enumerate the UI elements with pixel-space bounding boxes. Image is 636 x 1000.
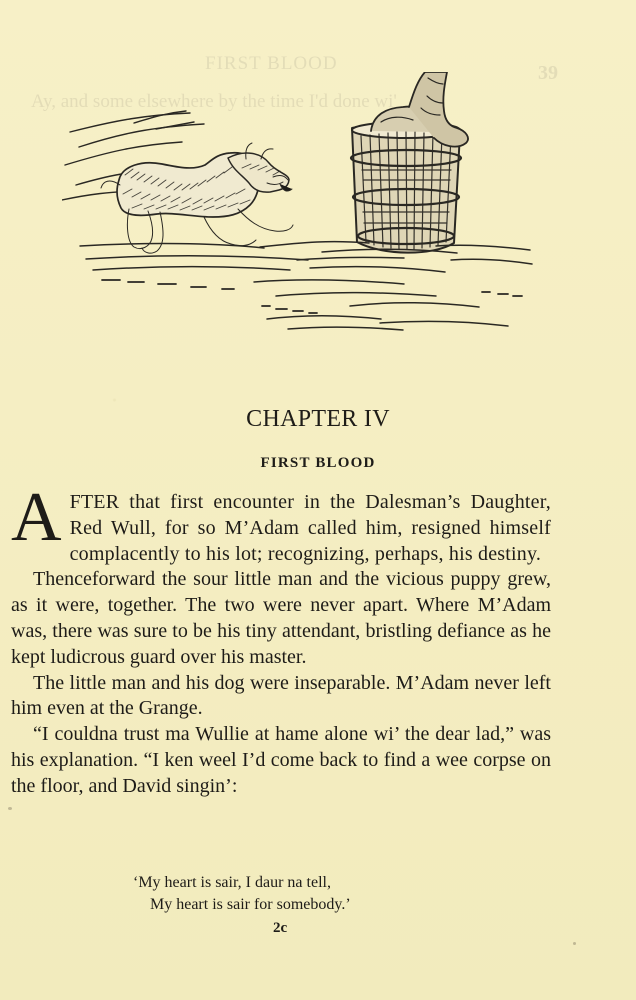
paragraph (11, 671, 551, 723)
paragraph-text: The little man and his dog were inseparable. M’Adam never left him even at the Grange. (11, 671, 551, 720)
dog-figure (101, 143, 293, 253)
bleedthrough-header: FIRST BLOOD (205, 53, 338, 74)
barrel-figure (351, 72, 468, 253)
bleedthrough-page-number: 39 (538, 62, 558, 84)
chapter-illustration (62, 72, 536, 334)
paper-speck (8, 807, 12, 810)
drop-cap: A (11, 479, 62, 556)
signature-mark: 2c (273, 920, 288, 936)
paragraph-text: FTER that first encounter in the Dalesman’s Daughter, Red Wull, for so M’Adam called him, resigned himself complacently to his lot; recognizing, perhaps, his destiny. (69, 491, 551, 565)
ground-lines (80, 242, 532, 330)
paragraph (11, 722, 551, 799)
chapter-title: CHAPTER IV (246, 406, 390, 432)
verse-quote (133, 872, 463, 916)
verse-line: My heart is sair for somebody.’ (150, 896, 351, 913)
bleedthrough-line: Ay, and some elsewhere by the time I'd done wi' (31, 91, 397, 112)
section-title: FIRST BLOOD (260, 455, 376, 471)
paragraph (11, 479, 551, 567)
paragraph (11, 567, 551, 670)
paper-speck (573, 942, 576, 945)
chapter-text (11, 479, 551, 800)
ground-dashes (102, 280, 522, 313)
paragraph-text: Thenceforward the sour little man and the vicious puppy grew, as it were, together. The two were never apart. Where M’Adam was, there was sure to be his tiny attendant, bristling defiance as he kept ludicrous guard over his master. (11, 568, 551, 668)
verse-line: ‘My heart is sair, I daur na tell, (133, 874, 331, 891)
paragraph-text: “I couldna trust ma Wullie at hame alone wi’ the dear lad,” was his explanation. “I ken weel I’d come back to find a wee corpse on the floor, and David singin’: (11, 723, 551, 797)
